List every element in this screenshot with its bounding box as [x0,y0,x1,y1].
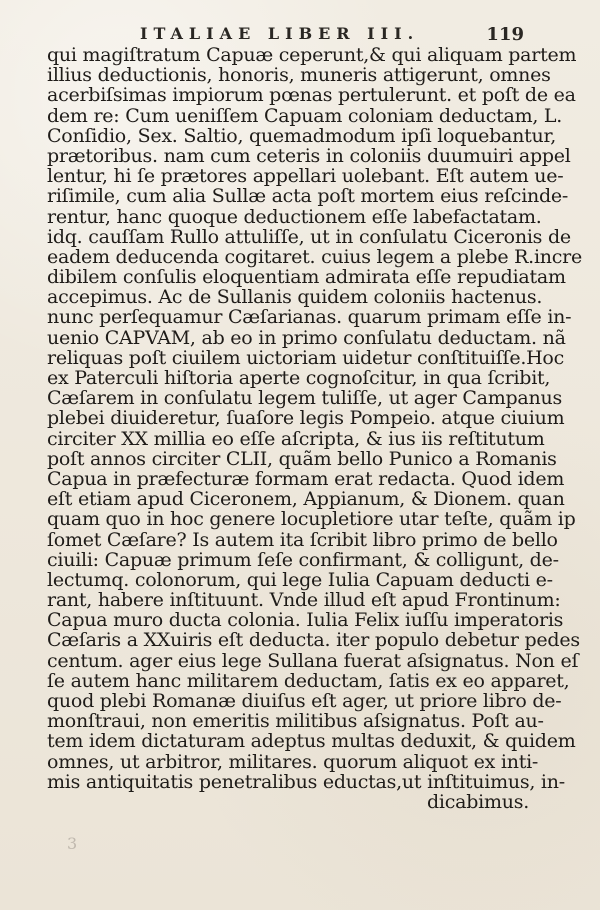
text-line-22: Capua in præfecturæ formam erat redacta. Quod idem [47,467,565,490]
text-line-17: ex Paterculi hiſtoria aperte cognoſcitur, in qua ſcribit, [47,367,551,389]
text-line-32: ſe autem hanc militarem deductam, ſatis ex eo apparet, [47,669,570,692]
text-line-21: poſt annos circiter CLII, quãm bello Punico a Romanis [47,447,557,470]
text-line-8: riſimile, cum alia Sullæ acta poſt mortem eius reſcinde- [47,185,569,208]
text-line-26: ciuili: Capuæ primum ſeſe confirmant, & colligunt, de- [47,548,559,571]
text-line-12: dibilem conſulis eloquentiam admirata eſſe repudiatam [47,266,566,289]
text-line-19: plebei diuideretur, ſuaſore legis Pompeio. atque ciuium [47,407,565,430]
text-line-37: mis antiquitatis penetralibus eductas,ut inſtituimus, in- [47,770,565,793]
text-line-3: acerbiſsimas impiorum pœnas pertulerunt. et poſt de ea [47,84,576,107]
text-line-35: tem idem dictaturam adeptus multas deduxit, & quidem [47,730,576,753]
text-line-18: Cæſarem in conſulatu legem tuliſſe, ut ager Campanus [47,387,562,410]
text-line-23: eſt etiam apud Ciceronem, Appianum, & Dionem. quan [47,488,565,511]
closing-line: dicabimus. [427,790,529,813]
text-line-10: idq. cauſſam Rullo attuliſſe, ut in conſulatu Ciceronis de [47,225,571,248]
text-line-24: quam quo in hoc genere locupletiore utar teſte, quãm ip [47,508,576,531]
text-line-1: qui magiſtratum Capuæ ceperunt,& qui aliquam partem [47,44,577,66]
text-line-16: reliquas poſt ciuilem uictoriam uidetur conſtituiſſe.Hoc [47,346,565,369]
main-text-block [47,44,583,813]
text-line-4: dem re: Cum ueniſſem Capuam coloniam deductam, L. [47,104,563,127]
page-mark: 3 [67,834,78,853]
text-line-7: lentur, hi ſe prætores appellari uolebant. Eſt autem ue- [47,165,564,188]
text-line-25: ſomet Cæſare? Is autem ita ſcribit libro primo de bello [47,528,558,551]
page-number: 119 [486,24,524,45]
text-line-36: omnes, ut arbitror, militares. quorum aliquot ex inti- [47,750,539,773]
text-line-15: uenio CAPVAM, ab eo in primo conſulatu deductam. nã [47,326,566,349]
text-line-31: centum. ager eius lege Sullana fuerat aſsignatus. Non eſ [47,649,579,672]
text-line-20: circiter XX millia eo eſſe aſcripta, & ius iis reſtitutum [47,427,545,450]
text-line-2: illius deductionis, honoris, muneris attigerunt, omnes [47,64,551,87]
text-line-5: Conſidio, Sex. Saltio, quemadmodum ipſi loquebantur, [47,124,557,147]
text-line-14: nunc perſequamur Cæſarianas. quarum primam eſſe in- [47,306,572,329]
text-line-27: lectumq. colonorum, qui lege Iulia Capuam deducti e- [47,568,553,591]
text-line-11: eadem deducenda cogitaret. cuius legem a plebe R.incre [47,245,583,268]
text-line-34: monſtraui, non emeritis militibus aſsignatus. Poſt au- [47,710,544,733]
text-line-30: Cæſaris a XXuiris eſt deducta. iter populo debetur pedes [47,629,580,652]
text-line-13: accepimus. Ac de Sullanis quidem coloniis hactenus. [47,286,543,309]
page-header [118,24,524,46]
running-head: ITALIAE LIBER III. [140,24,420,43]
text-line-29: Capua muro ducta colonia. Iulia Felix iuſſu imperatoris [47,609,564,632]
text-line-6: prætoribus. nam cum ceteris in coloniis duumuiri appel [47,144,571,167]
text-line-9: rentur, hanc quoque deductionem eſſe labefactatam. [47,205,542,228]
text-line-33: quod plebi Romanæ diuiſus eſt ager, ut priore libro de- [47,690,562,712]
text-line-28: rant, habere inſtituunt. Vnde illud eſt apud Frontinum: [47,589,561,612]
